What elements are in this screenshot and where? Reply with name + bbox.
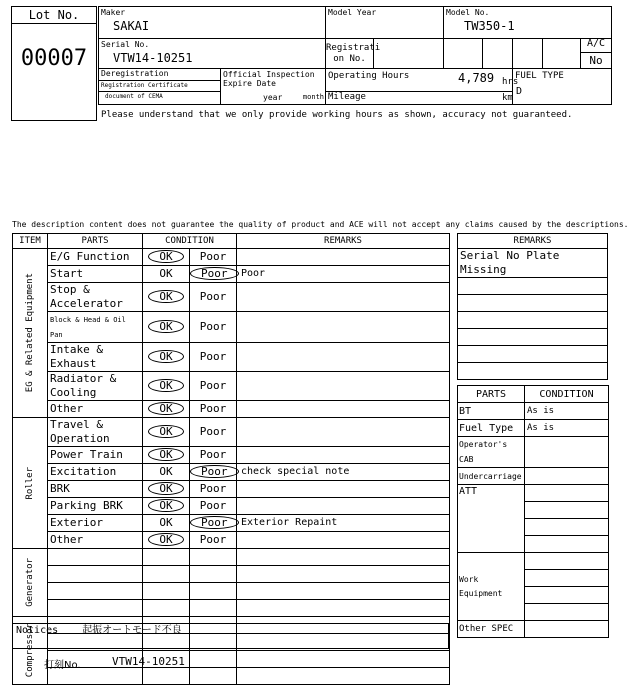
parts-condition-part-text: Operator's CAB	[459, 440, 508, 464]
parts-condition-part	[458, 403, 525, 420]
condition-ok-option: OK	[148, 350, 183, 363]
condition-ok-option: OK	[159, 465, 173, 478]
part-cell	[48, 481, 143, 498]
remark-text: Poor	[241, 268, 266, 279]
parts-condition-row	[458, 420, 609, 437]
condition-ok-cell[interactable]	[143, 481, 190, 498]
parts-condition-row	[458, 468, 609, 485]
condition-poor-option: Poor	[199, 425, 227, 438]
reg-cert-label: Registration Certificate	[101, 82, 188, 89]
condition-ok-cell[interactable]	[143, 447, 190, 464]
parts-condition-value	[525, 604, 609, 621]
parts-condition-row	[458, 437, 609, 468]
condition-ok-option: OK	[148, 379, 183, 392]
parts-condition-group	[458, 553, 525, 621]
parts-condition-group-label: ATT	[459, 486, 478, 497]
condition-ok-option: OK	[148, 482, 183, 495]
maker-label: Maker	[101, 8, 126, 17]
model-year-label: Model Year	[328, 8, 377, 17]
condition-row	[13, 549, 450, 566]
remark-cell	[237, 583, 450, 600]
condition-row	[13, 600, 450, 617]
part-cell	[48, 600, 143, 617]
part-cell	[48, 266, 143, 283]
other-spec-label: Other SPEC	[459, 624, 514, 634]
condition-table	[12, 233, 450, 685]
part-cell	[48, 515, 143, 532]
condition-ok-cell[interactable]	[143, 249, 190, 266]
item-group-label: Roller	[25, 466, 35, 500]
condition-poor-option: Poor	[190, 516, 239, 529]
condition-poor-cell[interactable]	[190, 498, 237, 515]
lot-box	[11, 6, 97, 121]
parts-condition-row	[458, 621, 609, 638]
month-label: month	[302, 93, 324, 101]
fuel-value: D	[516, 86, 523, 97]
condition-row	[13, 283, 450, 312]
condition-poor-option: Poor	[199, 320, 227, 333]
km-unit: km	[502, 93, 513, 103]
condition-poor-option: Poor	[199, 379, 227, 392]
remark-cell	[237, 249, 450, 266]
condition-poor-cell[interactable]	[190, 464, 237, 481]
parts-condition-table	[457, 385, 609, 638]
model-no-value: TW350-1	[464, 19, 515, 33]
serial-value: VTW14-10251	[113, 51, 193, 65]
parts-condition-value	[525, 420, 609, 437]
parts-condition-row	[458, 403, 609, 420]
item-group-label: Compressor	[25, 623, 35, 678]
parts-condition-part	[458, 420, 525, 437]
condition-ok-option: OK	[159, 267, 173, 280]
remarks-row-cell	[458, 249, 608, 278]
model-year-value	[326, 19, 443, 21]
part-name: Other	[50, 533, 84, 546]
part-name: Power Train	[50, 448, 123, 461]
remark-cell	[237, 651, 450, 668]
item-header: ITEM	[13, 234, 48, 249]
condition-poor-cell[interactable]	[190, 668, 237, 685]
remarks-row	[458, 278, 608, 295]
condition-row	[13, 447, 450, 464]
parts-condition-value	[525, 570, 609, 587]
part-cell	[48, 583, 143, 600]
condition-poor-option: Poor	[190, 267, 239, 280]
condition-ok-option: OK	[148, 320, 183, 333]
part-name: Start	[50, 267, 84, 280]
hours-value: 4,789	[458, 71, 495, 85]
remarks-row	[458, 346, 608, 363]
condition-row	[13, 266, 450, 283]
condition-ok-cell[interactable]	[143, 343, 190, 372]
condition-ok-option: OK	[148, 448, 183, 461]
remarks-row	[458, 312, 608, 329]
remark-cell	[237, 372, 450, 401]
parts-condition-value	[525, 403, 609, 420]
dereg-label: Deregistration	[101, 69, 169, 78]
parts-condition-value	[525, 621, 609, 638]
condition-poor-cell[interactable]	[190, 600, 237, 617]
remark-text: check special note	[241, 466, 350, 477]
maker-value: SAKAI	[113, 19, 150, 33]
part-cell	[48, 532, 143, 549]
parts-condition-part-text: Fuel Type	[459, 422, 514, 434]
parts-condition-value	[525, 587, 609, 604]
remarks-row-cell	[458, 346, 608, 363]
year-label: year	[263, 93, 283, 102]
condition-poor-option: Poor	[199, 482, 227, 495]
condition-ok-cell[interactable]	[143, 600, 190, 617]
remarks-header: REMARKS	[237, 234, 450, 249]
condition-ok-option: OK	[148, 402, 183, 415]
condition-poor-cell[interactable]	[190, 481, 237, 498]
condition-poor-cell[interactable]	[190, 447, 237, 464]
item-group-cell	[13, 549, 48, 617]
condition-row	[13, 312, 450, 343]
parts-condition-row	[458, 553, 609, 570]
remarks-table	[457, 233, 608, 380]
condition-ok-cell[interactable]	[143, 549, 190, 566]
remark-text: Exterior Repaint	[241, 517, 338, 528]
remark-cell	[237, 481, 450, 498]
condition-ok-cell[interactable]	[143, 566, 190, 583]
remarks-row	[458, 363, 608, 380]
condition-poor-cell[interactable]	[190, 583, 237, 600]
remarks-table-header: REMARKS	[458, 234, 608, 249]
part-name: Excitation	[50, 465, 117, 478]
hours-label: Operating Hours	[328, 71, 410, 81]
condition-poor-option: Poor	[199, 250, 227, 263]
condition-poor-option: Poor	[199, 448, 227, 461]
serial-label: Serial No.	[101, 40, 150, 49]
parts-condition-part	[458, 621, 525, 638]
ac-value: No	[589, 53, 603, 67]
remarks-row	[458, 295, 608, 312]
part-cell	[48, 343, 143, 372]
part-name: Stop & Accelerator	[50, 283, 123, 310]
parts-condition-part	[458, 437, 525, 468]
notices-label: Notices	[16, 625, 59, 636]
lot-number: 00007	[20, 46, 88, 71]
item-group-label: EG & Related Equipment	[25, 273, 35, 393]
condition-poor-cell[interactable]	[190, 343, 237, 372]
remark-cell	[237, 600, 450, 617]
part-cell	[48, 372, 143, 401]
condition-poor-cell[interactable]	[190, 532, 237, 549]
parts-condition-value	[525, 437, 609, 468]
stamp-label: 打刻No.	[44, 660, 81, 671]
remark-cell	[237, 401, 450, 418]
condition-ok-cell[interactable]	[143, 668, 190, 685]
mileage-label: Mileage	[328, 92, 366, 102]
remarks-row-cell	[458, 329, 608, 346]
condition-poor-option: Poor	[199, 499, 227, 512]
condition-row	[13, 464, 450, 481]
part-cell	[48, 418, 143, 447]
condition-ok-option: OK	[148, 290, 183, 303]
remark-cell	[237, 498, 450, 515]
hrs-unit: hrs	[502, 77, 519, 87]
condition-poor-option: Poor	[199, 533, 227, 546]
remarks-row-cell	[458, 312, 608, 329]
condition-poor-option: Poor	[190, 465, 239, 478]
item-group-cell	[13, 249, 48, 418]
notices-text: 起振オートモード不良	[82, 625, 182, 636]
condition-row	[13, 498, 450, 515]
remark-cell	[237, 343, 450, 372]
parts-condition-parts-header: PARTS	[458, 386, 525, 403]
condition-poor-cell[interactable]	[190, 549, 237, 566]
remark-cell	[237, 418, 450, 447]
condition-row	[13, 249, 450, 266]
condition-row	[13, 418, 450, 447]
parts-condition-value-text: As is	[527, 406, 555, 416]
parts-header: PARTS	[48, 234, 143, 249]
condition-poor-cell[interactable]	[190, 266, 237, 283]
condition-row	[13, 515, 450, 532]
parts-condition-group-label: Work Equipment	[459, 574, 503, 598]
condition-ok-cell[interactable]	[143, 418, 190, 447]
part-cell	[48, 249, 143, 266]
condition-row	[13, 532, 450, 549]
condition-poor-cell[interactable]	[190, 312, 237, 343]
part-cell	[48, 566, 143, 583]
remarks-row	[458, 329, 608, 346]
remark-cell	[237, 283, 450, 312]
item-group-label: Generator	[25, 558, 35, 607]
condition-ok-cell[interactable]	[143, 515, 190, 532]
condition-poor-cell[interactable]	[190, 651, 237, 668]
part-name: Block & Head & Oil Pan	[50, 316, 126, 339]
condition-ok-option: OK	[159, 516, 173, 529]
remarks-row-text: Serial No Plate Missing	[460, 249, 560, 276]
condition-ok-cell[interactable]	[143, 283, 190, 312]
hours-disclaimer: Please understand that we only provide working hours as shown, accuracy not guaranteed.	[101, 110, 573, 120]
remark-cell	[237, 266, 450, 283]
part-name: Parking BRK	[50, 499, 123, 512]
condition-row	[13, 372, 450, 401]
parts-condition-value	[525, 536, 609, 553]
header-table	[98, 6, 612, 105]
part-cell	[48, 312, 143, 343]
remark-cell	[237, 566, 450, 583]
condition-row	[13, 481, 450, 498]
condition-ok-option: OK	[148, 250, 183, 263]
condition-poor-option: Poor	[199, 402, 227, 415]
part-cell	[48, 464, 143, 481]
condition-row	[13, 583, 450, 600]
notices-table	[12, 623, 449, 649]
part-name: Other	[50, 402, 84, 415]
condition-ok-option: OK	[148, 499, 183, 512]
remark-cell	[237, 464, 450, 481]
parts-condition-value	[525, 502, 609, 519]
remarks-row	[458, 249, 608, 278]
remarks-row-cell	[458, 295, 608, 312]
condition-ok-cell[interactable]	[143, 583, 190, 600]
condition-poor-option: Poor	[199, 290, 227, 303]
parts-condition-value	[525, 553, 609, 570]
condition-poor-cell[interactable]	[190, 515, 237, 532]
part-cell	[48, 283, 143, 312]
part-cell	[48, 498, 143, 515]
parts-condition-value	[525, 519, 609, 536]
part-cell	[48, 549, 143, 566]
cema-label: document of CEMA	[105, 93, 163, 100]
remark-cell	[237, 549, 450, 566]
part-name: E/G Function	[50, 250, 130, 263]
parts-condition-value-text: As is	[527, 423, 555, 433]
condition-poor-cell[interactable]	[190, 401, 237, 418]
parts-condition-value	[525, 468, 609, 485]
condition-ok-cell[interactable]	[143, 464, 190, 481]
remark-cell	[237, 668, 450, 685]
registration-label: Registrati on No.	[326, 42, 381, 64]
parts-condition-group	[458, 485, 525, 553]
stamp-value: VTW14-10251	[112, 655, 185, 668]
condition-ok-cell[interactable]	[143, 498, 190, 515]
part-name: Exterior	[50, 516, 103, 529]
remark-cell	[237, 447, 450, 464]
condition-poor-cell[interactable]	[190, 249, 237, 266]
part-cell	[48, 401, 143, 418]
parts-condition-part-text: BT	[459, 405, 472, 417]
condition-row	[13, 566, 450, 583]
part-name: Radiator & Cooling	[50, 372, 117, 399]
part-cell	[48, 447, 143, 464]
description-disclaimer: The description content does not guarantee the quality of product and ACE will not accept any claims caused by the descriptions.	[12, 220, 629, 229]
condition-poor-cell[interactable]	[190, 372, 237, 401]
remark-cell	[237, 312, 450, 343]
parts-condition-cond-header: CONDITION	[525, 386, 609, 403]
parts-condition-row	[458, 485, 609, 502]
condition-ok-option: OK	[148, 425, 183, 438]
parts-condition-part	[458, 468, 525, 485]
parts-condition-value	[525, 485, 609, 502]
condition-row	[13, 401, 450, 418]
condition-poor-cell[interactable]	[190, 566, 237, 583]
model-no-label: Model No.	[446, 8, 490, 17]
condition-header: CONDITION	[143, 234, 237, 249]
lot-label: Lot No.	[12, 7, 96, 24]
condition-ok-cell[interactable]	[143, 532, 190, 549]
condition-poor-cell[interactable]	[190, 418, 237, 447]
item-group-cell	[13, 418, 48, 549]
fuel-label: FUEL TYPE	[515, 71, 564, 81]
condition-ok-option: OK	[148, 533, 183, 546]
remark-cell	[237, 532, 450, 549]
condition-ok-cell[interactable]	[143, 401, 190, 418]
parts-condition-part-text: Undercarriage	[459, 471, 522, 481]
condition-ok-cell[interactable]	[143, 372, 190, 401]
ac-label: A/C	[587, 38, 606, 49]
remarks-row-cell	[458, 278, 608, 295]
part-name: Intake & Exhaust	[50, 343, 103, 370]
part-name: Travel & Operation	[50, 418, 110, 445]
remarks-row-cell	[458, 363, 608, 380]
condition-poor-cell[interactable]	[190, 283, 237, 312]
condition-row	[13, 343, 450, 372]
part-name: BRK	[50, 482, 70, 495]
condition-ok-cell[interactable]	[143, 312, 190, 343]
inspection-label: Official Inspection Expire Date	[223, 70, 315, 88]
condition-poor-option: Poor	[199, 350, 227, 363]
remark-cell	[237, 515, 450, 532]
condition-ok-cell[interactable]	[143, 266, 190, 283]
